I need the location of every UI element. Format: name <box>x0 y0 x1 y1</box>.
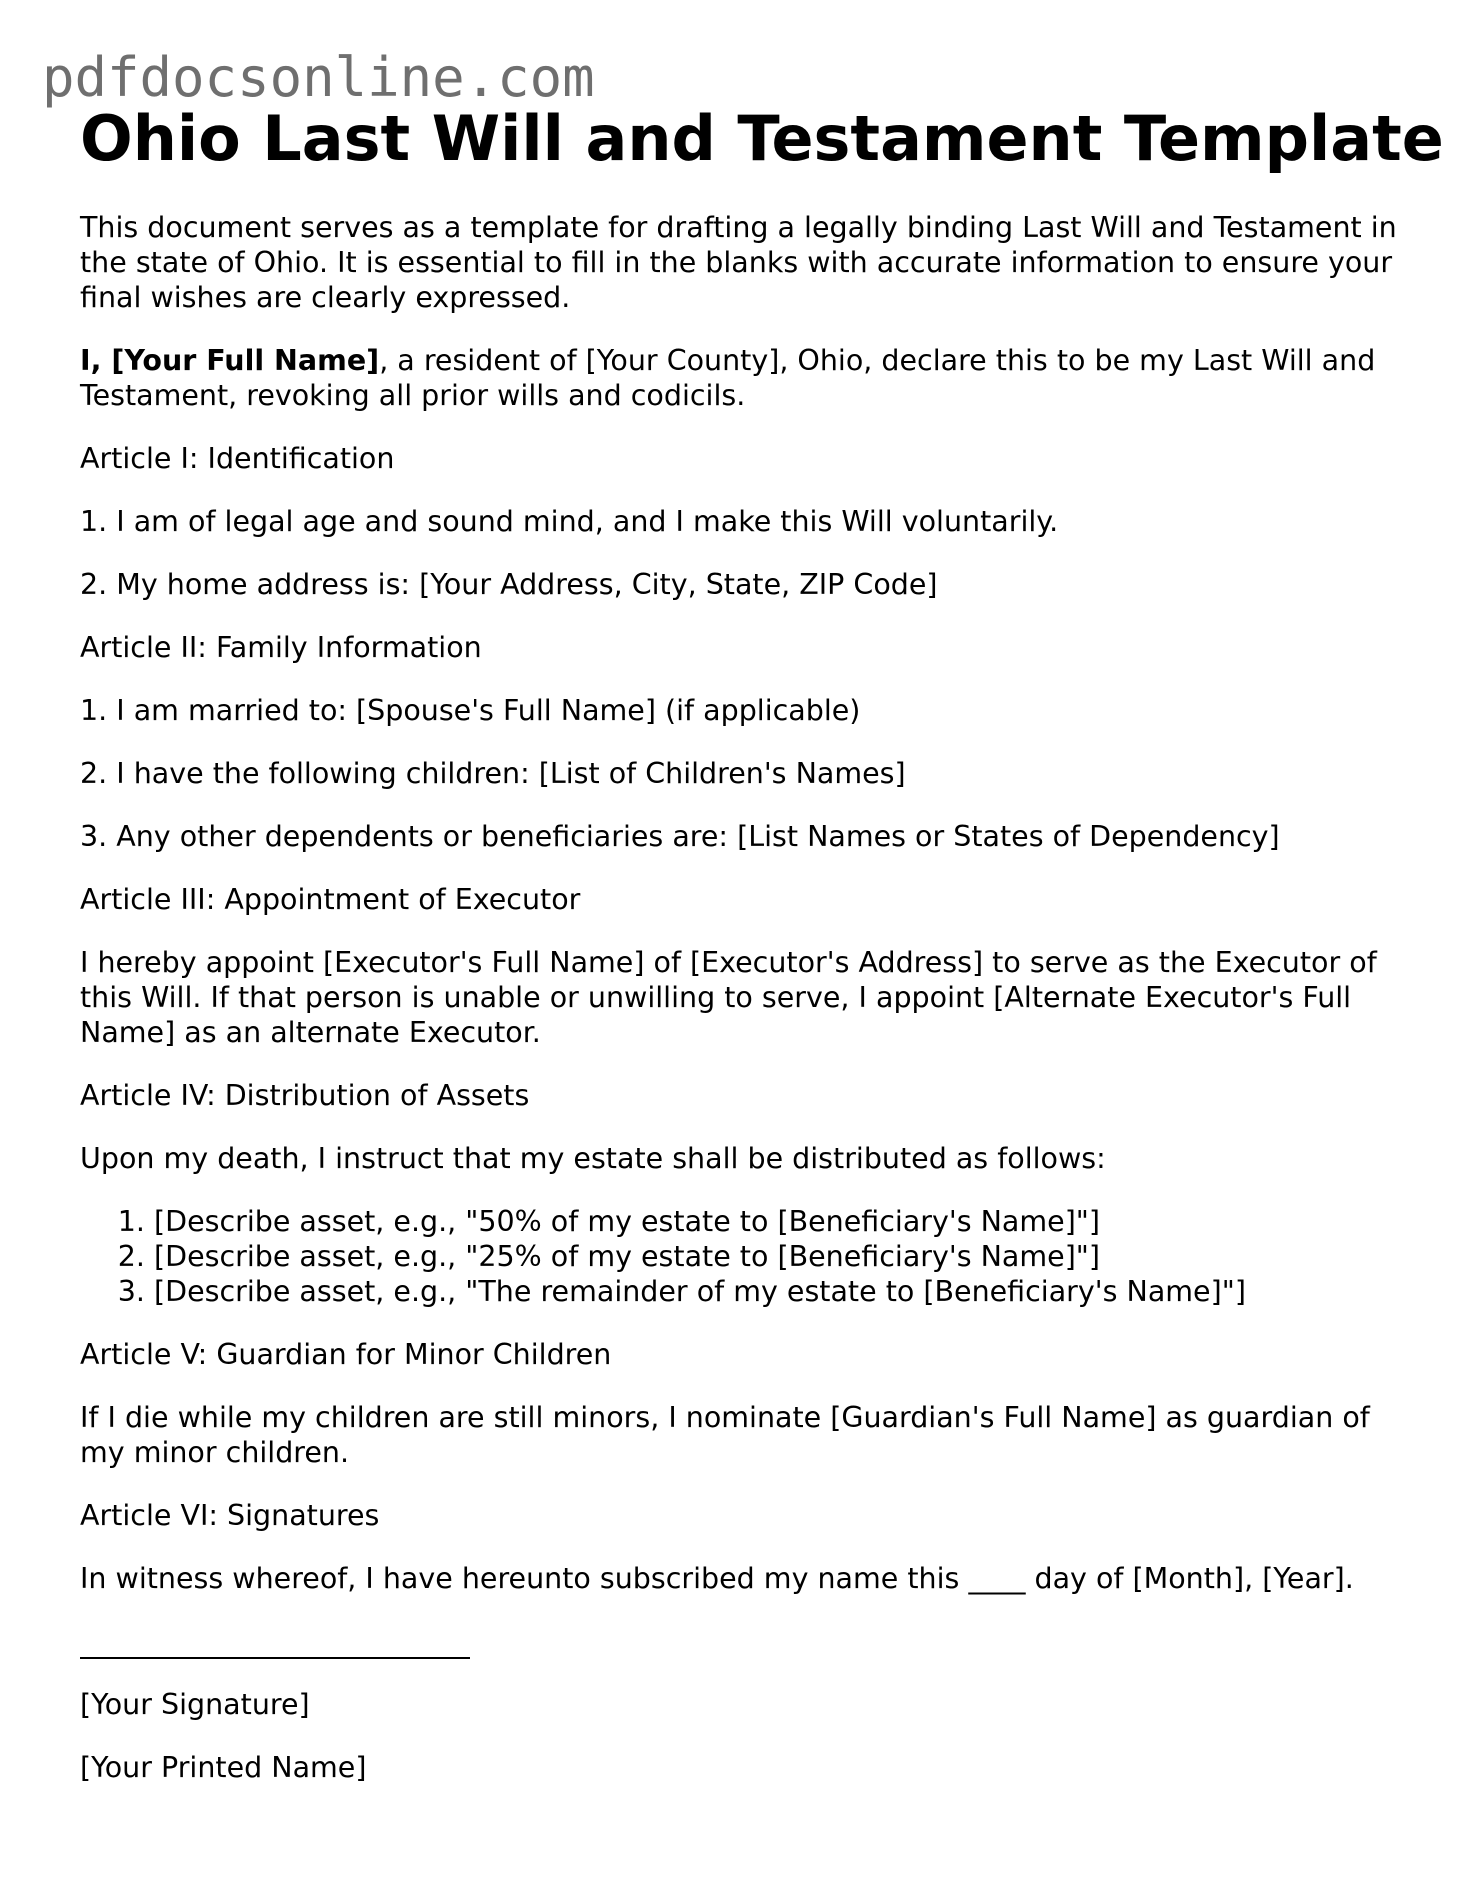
signature-line <box>80 1624 470 1659</box>
document-title: Ohio Last Will and Testament Template <box>80 102 1444 175</box>
article-2-heading: Article II: Family Information <box>80 631 482 664</box>
document-page <box>80 100 1444 1785</box>
article-5-text: If I die while my children are still minors, I nominate [Guardian's Full Name] as guardian of my minor children. <box>80 1401 1370 1469</box>
declaration-text: , a resident of [Your County], Ohio, declare this to be my Last Will and Testament, revoking all prior wills and codicils. <box>80 344 1376 412</box>
asset-list-item: 3. [Describe asset, e.g., "The remainder of my estate to [Beneficiary's Name]"] <box>154 1274 1400 1309</box>
article-6-text: In witness whereof, I have hereunto subscribed my name this ____ day of [Month], [Year]. <box>80 1562 1354 1595</box>
asset-distribution-list <box>80 1204 1400 1309</box>
article-2-item: 2. I have the following children: [List of Children's Names] <box>80 757 906 790</box>
article-2-item: 1. I am married to: [Spouse's Full Name] (if applicable) <box>80 694 861 727</box>
article-2-item: 3. Any other dependents or beneficiaries are: [List Names or States of Dependency] <box>80 820 1280 853</box>
article-4-text: Upon my death, I instruct that my estate shall be distributed as follows: <box>80 1142 1106 1175</box>
article-1-item: 2. My home address is: [Your Address, City, State, ZIP Code] <box>80 568 938 601</box>
article-3-text: I hereby appoint [Executor's Full Name] of [Executor's Address] to serve as the Executor of this Will. If that person is unable or unwilling to serve, I appoint [Alternate Executor's Full Name] as an alternate Executor. <box>80 946 1377 1049</box>
article-1-heading: Article I: Identification <box>80 442 395 475</box>
printed-name-label: [Your Printed Name] <box>80 1751 367 1784</box>
article-3-heading: Article III: Appointment of Executor <box>80 883 581 916</box>
declaration-name: I, [Your Full Name] <box>80 344 380 377</box>
article-5-heading: Article V: Guardian for Minor Children <box>80 1338 612 1371</box>
intro-paragraph: This document serves as a template for drafting a legally binding Last Will and Testament in the state of Ohio. It is essential to fill in the blanks with accurate information to ensure your final wishes are clearly expressed. <box>80 211 1397 314</box>
asset-list-item: 1. [Describe asset, e.g., "50% of my estate to [Beneficiary's Name]"] <box>154 1204 1400 1239</box>
article-4-heading: Article IV: Distribution of Assets <box>80 1079 530 1112</box>
article-6-heading: Article VI: Signatures <box>80 1499 380 1532</box>
watermark-text: pdfdocsonline.com <box>42 46 595 109</box>
asset-list-item: 2. [Describe asset, e.g., "25% of my estate to [Beneficiary's Name]"] <box>154 1239 1400 1274</box>
article-1-item: 1. I am of legal age and sound mind, and I make this Will voluntarily. <box>80 505 1059 538</box>
signature-label: [Your Signature] <box>80 1688 310 1721</box>
declaration-paragraph <box>80 343 1400 413</box>
